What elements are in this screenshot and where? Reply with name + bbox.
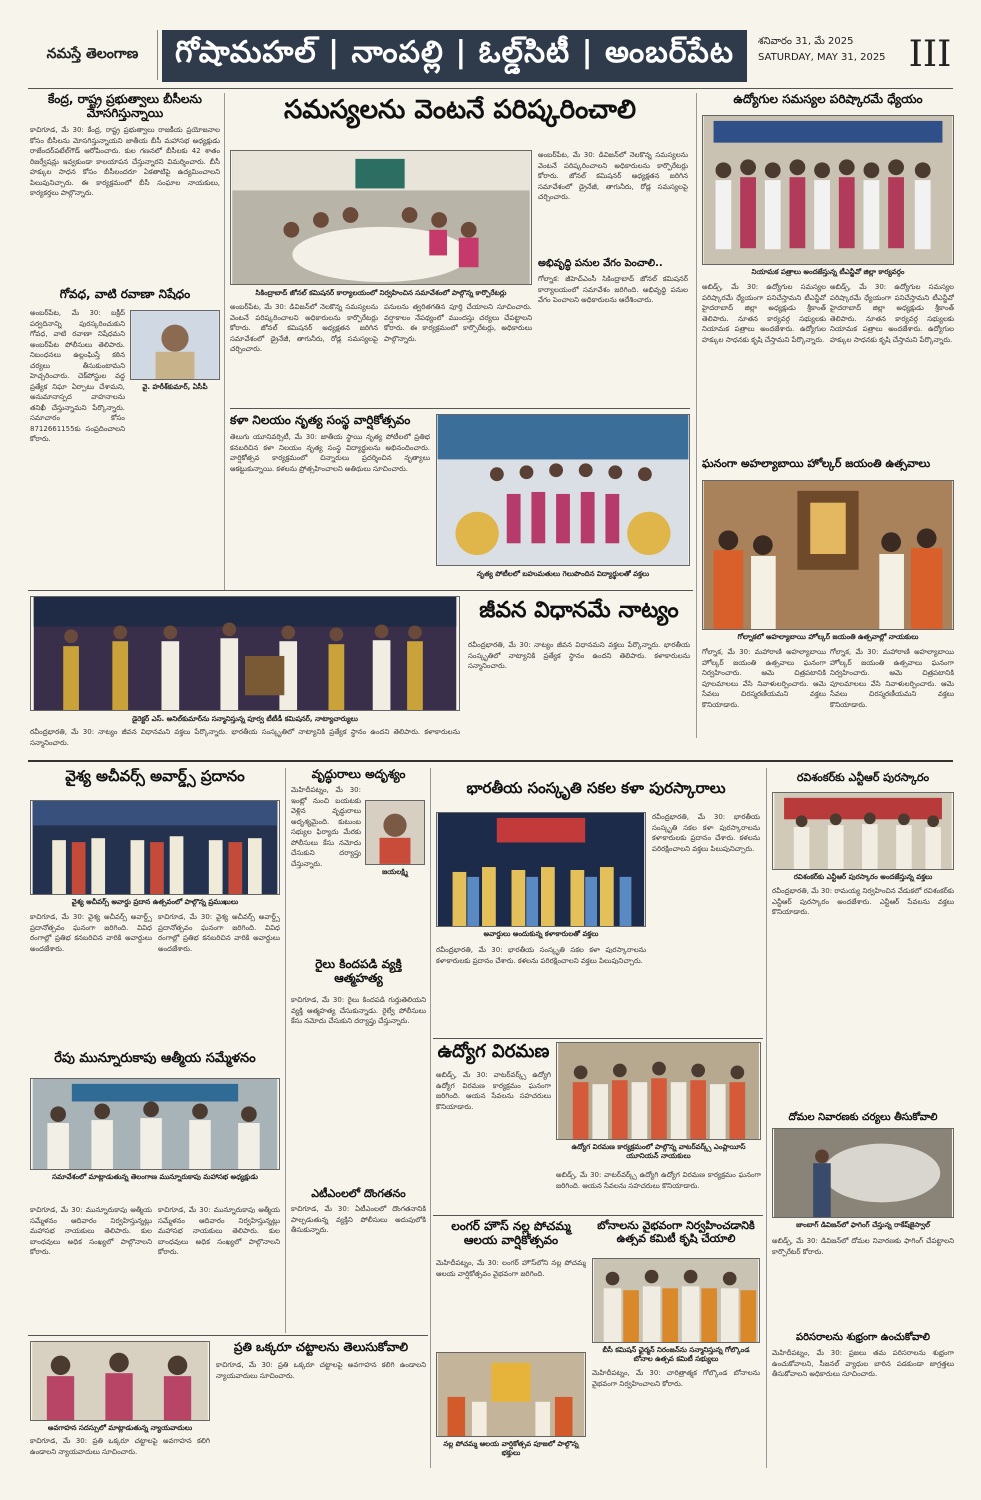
retire-rule	[433, 1038, 763, 1039]
ahalya-image	[703, 481, 953, 629]
dance-body: తెలుగు యూనివర్సిటీ, మే 30: జాతీయ స్థాయి నృత్య పోటీలలో ప్రతిభ కనబరిచిన కళా నిలయం నృత్య సంస్థ విద్యార్థులను అభినందించారు. వార్షికోత్సవ కార్యక్రమంలో చిన్నారులు ప్రదర్శించిన నృత్యాలు ఆకట్టుకున్నాయి. కళలను ప్రోత్సహించాలని అతిథులు సూచించారు.	[230, 433, 430, 473]
mosquito-image	[773, 1129, 953, 1217]
page-number: III	[908, 34, 952, 75]
paper-name: నమస్తే తెలంగాణ	[28, 30, 158, 80]
vysya-body-col2: కాచిగూడ, మే 30: వైశ్య అచీవర్స్ అవార్డ్స్ ప్రదానోత్సవం ఘనంగా జరిగింది. వివిధ రంగాల్లో ప్రతిభ కనబరిచిన వారికి అవార్డులు అందజేశారు.	[158, 913, 280, 953]
theft-body: కాచిగూడ, మే 30: ఏటీఎంలలో దొంగతనానికి పాల్పడుతున్న వ్యక్తిని పోలీసులు అదుపులోకి తీసుకున్నారు.	[291, 1205, 426, 1234]
laws-body-left: కాచిగూడ, మే 30: ప్రతి ఒక్కరూ చట్టాలపై అవగాహన కలిగి ఉండాలని న్యాయవాదులు సూచించారు.	[30, 1437, 210, 1456]
retire-photo	[556, 1042, 761, 1140]
ntr-headline: రవిశంకర్‌కు ఎన్టీఆర్ పురస్కారం	[796, 771, 930, 784]
elderly-image	[366, 801, 424, 864]
section-rule	[28, 760, 953, 762]
col-divider-right	[696, 93, 697, 738]
acp-portrait-image	[131, 311, 219, 379]
bonalu-body: మెహిదీపట్నం, మే 30: చారిత్రాత్మక గోల్కొండ బోనాలను వైభవంగా నిర్వహించాలని కోరారు.	[592, 1369, 760, 1388]
ahalya-body-col2: గోల్నాక, మే 30: మహారాణి అహల్యాబాయి హోల్కర్ జయంతి ఉత్సవాలు ఘనంగా నిర్వహించారు. ఆమె చిత్రపటానికి పూలమాలలు వేసి నివాళులర్పించారు. ఆమె సేవలు చిరస్మరణీయమని వక్తలు కొనియాడారు.	[830, 648, 954, 709]
date-english: SATURDAY, MAY 31, 2025	[758, 52, 886, 63]
edition-title-band: గోషామహల్ | నాంపల్లి | ఓల్డ్‌సిటీ | అంబర్‌పేట	[162, 30, 747, 82]
bc-body: కాచిగూడ, మే 30: కేంద్ర, రాష్ట్ర ప్రభుత్వాలు రాజకీయ ప్రయోజనాల కోసం బీసీలను మోసగిస్తున్నాయని జాతీయ బీసీ మహాసభ అధ్యక్షుడు రాజేందర్‌పటేల్‌గౌడ్ ఆరోపించారు. కుల గణనలో బీసీలకు 42 శాతం రిజర్వేషన్లు ఇవ్వకుండా కాలయాపన చేస్తున్నారని విమర్శించారు. బీసీ హక్కుల సాధన కోసం బీసీలందరూ ఏకతాటిపై ఉద్యమించాలని పిలుపునిచ్చారు. ఈ కార్యక్రమంలో బీసీ సంఘాల నాయకులు, కార్యకర్తలు పాల్గొన్నారు.	[30, 126, 220, 197]
col-divider-bottom-3	[766, 768, 767, 1468]
ntr-image	[773, 793, 953, 869]
main-subheadline: అభివృద్ధి పనుల వేగం పెంచాలి..	[538, 258, 663, 269]
munnuru-body-col1: కాచిగూడ, మే 30: మున్నూరుకాపు ఆత్మీయ సమ్మేళనం ఆదివారం నిర్వహిస్తున్నట్లు మహాసభ నాయకులు తెలిపారు. కుల బాంధవులు అధిక సంఖ్యలో పాల్గొనాలని కోరారు.	[30, 1206, 152, 1256]
clean-body: మెహిదీపట్నం, మే 30: ప్రజలు తమ పరిసరాలను శుభ్రంగా ఉంచుకోవాలని, సీజనల్ వ్యాధుల బారిన పడకుండా జాగ్రత్తలు తీసుకోవాలని అధికారులు సూచించారు.	[772, 1349, 954, 1378]
laws-photo-caption: అవగాహన సదస్సులో మాట్లాడుతున్న న్యాయవాదులు	[47, 1424, 193, 1432]
natyam-body: రవీంద్రభారతి, మే 30: నాట్యం జీవన విధానమని వక్తలు పేర్కొన్నారు. భారతీయ సంస్కృతిలో నాట్యానికి ప్రత్యేక స్థానం ఉందని తెలిపారు. కళాకారులను సన్మానించారు.	[468, 641, 690, 670]
laws-image	[31, 1342, 209, 1420]
langar-image	[437, 1353, 585, 1436]
col-divider	[224, 93, 225, 591]
laws-photo	[30, 1341, 210, 1421]
langar-rule	[433, 1215, 763, 1216]
natyam-rule	[28, 590, 693, 591]
bonalu-headline: బోనాలను వైభవంగా నిర్వహించడానికి ఉత్సవ కమిటీ కృషి చేయాలి	[597, 1219, 755, 1245]
munnuru-photo-caption: సమావేశంలో మాట్లాడుతున్న తెలంగాణ మున్నూరుకాపు మహాసభ అధ్యక్షుడు	[52, 1173, 258, 1181]
munnuru-image	[31, 1079, 279, 1169]
dance-photo-caption: నృత్య పోటీలలో బహుమతులు గెలుపొందిన విద్యార్థులతో వక్తలు	[476, 570, 650, 578]
main-photo-caption: సికింద్రాబాద్ జోనల్ కమిషనర్ కార్యాలయంలో నిర్వహించిన సమావేశంలో పాల్గొన్న కార్పొరేటర్లు	[255, 289, 507, 297]
main-body-col3: అంబర్‌పేట, మే 30: డివిజన్‌లో నెలకొన్న సమస్యలను వెంటనే పరిష్కరించాలని అధికారులను కార్పొరేటర్లు కోరారు. జోనల్ కమిషనర్ అధ్యక్షతన జరిగిన సమావేశంలో డ్రైనేజీ, తాగునీరు, రోడ్ల సమస్యలపై చర్చించారు.	[538, 151, 688, 201]
natyam-image	[31, 597, 459, 710]
retire-photo-caption: ఉద్యోగ విరమణ కార్యక్రమంలో పాల్గొన్న వాటర్‌వర్క్స్ ఎంప్లాయీస్ యూనియన్ నాయకులు	[571, 1143, 746, 1160]
retire-image	[557, 1043, 760, 1139]
langar-photo-caption: నల్ల పోచమ్మ ఆలయ వార్షికోత్సవ పూజలో పాల్గొన్న భక్తులు	[443, 1440, 579, 1457]
natyam-headline: జీవన విధానమే నాట్యం	[479, 598, 679, 623]
dance-headline: కళా నిలయం నృత్య సంస్థ వార్షికోత్సవం	[230, 413, 411, 427]
elderly-photo-caption: జయలక్ష్మి	[382, 868, 408, 876]
natyam-photo-caption: డైరెక్టర్ ఎస్. అనిల్‌కుమార్‌ను సన్మానిస్తున్న పూర్వ టీటీడీ కమిషనర్, నాట్యాచార్యులు	[132, 715, 358, 723]
munnuru-photo	[30, 1078, 280, 1170]
bonalu-photo-caption: బీసీ కమిషన్ ఛైర్మన్ నిరంజన్‌ను సన్మానిస్తున్న గోల్కొండ బోనాల ఉత్సవ కమిటీ సభ్యులు	[602, 1346, 750, 1363]
elderly-body: మెహిదీపట్నం, మే 30: ఇంట్లో నుంచి బయటకు వెళ్లిన వృద్ధురాలు అదృశ్యమైంది. కుటుంబ సభ్యుల ఫిర్యాదు మేరకు పోలీసులు కేసు నమోదు చేసుకుని దర్యాప్తు చేస్తున్నారు.	[291, 786, 361, 868]
mosquito-body: అబిడ్స్, మే 30: డివిజన్‌లో దోమల నివారణకు ఫాగింగ్ చేపట్టాలని కార్పొరేటర్ కోరారు.	[772, 1237, 954, 1256]
retire-headline: ఉద్యోగ విరమణ	[437, 1041, 550, 1062]
acp-portrait-photo	[130, 310, 220, 380]
vysya-photo	[30, 800, 280, 895]
main-body-col1: అంబర్‌పేట, మే 30: డివిజన్‌లో నెలకొన్న సమస్యలను వెంటనే పరిష్కరించాలని అధికారులను కార్పొరేటర్లు కోరారు. జోనల్ కమిషనర్ అధ్యక్షతన జరిగిన సమావేశంలో డ్రైనేజీ, తాగునీరు, రోడ్ల సమస్యలపై చర్చించారు.	[230, 303, 378, 353]
col-divider-bottom-2	[430, 768, 431, 1468]
natyam-body-bottom: రవీంద్రభారతి, మే 30: నాట్యం జీవన విధానమని వక్తలు పేర్కొన్నారు. భారతీయ సంస్కృతిలో నాట్యానికి ప్రత్యేక స్థానం ఉందని తెలిపారు. కళాకారులను సన్మానించారు.	[30, 728, 460, 747]
samskruthi-body-col2: రవీంద్రభారతి, మే 30: భారతీయ సంస్కృతి సకల కళా పురస్కారాలను కళాకారులకు ప్రదానం చేశారు. కళలను పరిరక్షించాలని వక్తలు పిలుపునిచ్చారు.	[436, 946, 646, 965]
dance-image	[437, 415, 689, 565]
vysya-body-col1: కాచిగూడ, మే 30: వైశ్య అచీవర్స్ అవార్డ్స్ ప్రదానోత్సవం ఘనంగా జరిగింది. వివిధ రంగాల్లో ప్రతిభ కనబరిచిన వారికి అవార్డులు అందజేశారు.	[30, 913, 152, 953]
mosquito-headline: దోమల నివారణకు చర్యలు తీసుకోవాలి	[788, 1112, 938, 1123]
emp-body-col2: అబిడ్స్, మే 30: ఉద్యోగుల సమస్యల పరిష్కారమే ధ్యేయంగా పనిచేస్తామని టీఎన్జీవో హైదరాబాద్ జిల్లా అధ్యక్షుడు శ్రీకాంత్ తెలిపారు. నూతన కార్యవర్గ సభ్యులకు నియామక పత్రాలు అందజేశారు. ఉద్యోగుల హక్కుల సాధనకు కృషి చేస్తామని పేర్కొన్నారు.	[830, 283, 954, 344]
samskruthi-photo-caption: అవార్డులు అందుకున్న కళాకారులతో వక్తలు	[483, 930, 599, 938]
emp-photo-caption: నియామక పత్రాలు అందజేస్తున్న టీఎన్జీవో జిల్లా కార్యవర్గం	[751, 268, 905, 276]
emp-image	[703, 116, 953, 264]
samskruthi-body-col1: రవీంద్రభారతి, మే 30: భారతీయ సంస్కృతి సకల కళా పురస్కారాలను కళాకారులకు ప్రదానం చేశారు. కళలను పరిరక్షించాలని వక్తలు పిలుపునిచ్చారు.	[652, 813, 760, 853]
main-body-col2: పనులను త్వరితగతిన పూర్తి చేయాలని సూచించారు. వర్షాకాలం నేపథ్యంలో ముందస్తు చర్యలు చేపట్టాలని కోరారు. ఈ కార్యక్రమంలో కార్పొరేటర్లు, అధికారులు పాల్గొన్నారు.	[384, 303, 532, 343]
ahalya-photo	[702, 480, 954, 630]
elderly-headline: వృద్ధురాలు అదృశ్యం	[311, 767, 406, 781]
ahalya-headline: ఘనంగా అహల్యాబాయి హోల్కర్ జయంతి ఉత్సవాలు	[702, 457, 931, 470]
suicide-headline: రైలు కిందపడి వ్యక్తి ఆత్మహత్య	[315, 957, 402, 985]
elderly-photo	[365, 800, 425, 865]
samskruthi-headline: భారతీయ సంస్కృతి సకల కళా పురస్కారాలు	[466, 779, 726, 797]
ahalya-photo-caption: గోల్నాకలో అహల్యాబాయి హోల్కర్ జయంతి ఉత్సవాల్లో నాయకులు	[737, 633, 919, 641]
laws-headline: ప్రతి ఒక్కరూ చట్టాలను తెలుసుకోవాలి	[233, 1340, 409, 1354]
vysya-photo-caption: వైశ్య అచీవర్స్ అవార్డు ప్రదాన ఉత్సవంలో పాల్గొన్న ప్రముఖులు	[71, 898, 239, 906]
theft-headline: ఎటీఎంలలో దొంగతనం	[311, 1187, 406, 1200]
emp-headline: ఉద్యోగుల సమస్యల పరిష్కారమే ధ్యేయం	[733, 92, 923, 106]
col-divider-bottom-1	[285, 768, 286, 1333]
retire-body: అబిడ్స్, మే 30: వాటర్‌వర్క్స్ ఉద్యోగి ఉద్యోగ విరమణ కార్యక్రమం ఘనంగా జరిగింది. ఆయన సేవలను సహచరులు కొనియాడారు.	[436, 1071, 551, 1111]
samskruthi-photo	[436, 812, 646, 927]
cow-headline: గోవధ, వాటి రవాణా నిషేధం	[59, 287, 191, 301]
meeting-photo	[230, 150, 532, 285]
ahalya-body-col1: గోల్నాక, మే 30: మహారాణి అహల్యాబాయి హోల్కర్ జయంతి ఉత్సవాలు ఘనంగా నిర్వహించారు. ఆమె చిత్రపటానికి పూలమాలలు వేసి నివాళులర్పించారు. ఆమె సేవలు చిరస్మరణీయమని వక్తలు కొనియాడారు.	[702, 648, 826, 709]
bonalu-photo	[592, 1258, 760, 1343]
meeting-image	[231, 151, 531, 284]
retire-body-2: అబిడ్స్, మే 30: వాటర్‌వర్క్స్ ఉద్యోగి ఉద్యోగ విరమణ కార్యక్రమం ఘనంగా జరిగింది. ఆయన సేవలను సహచరులు కొనియాడారు.	[556, 1171, 761, 1190]
clean-headline: పరిసరాలను శుభ్రంగా ఉంచుకోవాలి	[796, 1332, 930, 1343]
langar-body: మెహిదీపట్నం, మే 30: లంగర్ హౌస్‌లోని నల్ల పోచమ్మ ఆలయ వార్షికోత్సవం వైభవంగా జరిగింది.	[436, 1259, 586, 1278]
mosquito-photo-caption: జాంబాగ్ డివిజన్‌లో ఫాగింగ్ చేస్తున్న రాకేష్‌జైస్వాల్	[796, 1221, 930, 1229]
dance-photo	[436, 414, 690, 566]
cow-body: అంబర్‌పేట, మే 30: బక్రీద్ పర్వదినాన్ని పురస్కరించుకుని గోవధ, వాటి రవాణా నిషేధమని అంబర్‌పేట పోలీసులు తెలిపారు. నిబంధనలు ఉల్లంఘిస్తే కఠిన చర్యలు తీసుకుంటామని హెచ్చరించారు. చెక్‌పోస్టుల వద్ద ప్రత్యేక నిఘా ఏర్పాటు చేశామని, అనుమానాస్పద వాహనాలను తనిఖీ చేస్తున్నామని పేర్కొన్నారు. సమాచారం కోసం 8712661155కు సంప్రదించాలని కోరారు.	[30, 309, 125, 443]
date-block	[758, 34, 898, 66]
natyam-photo	[30, 596, 460, 711]
center-rule	[230, 408, 690, 409]
masthead-rule	[28, 88, 953, 89]
suicide-body: కాచిగూడ, మే 30: రైలు కిందపడి గుర్తుతెలియని వ్యక్తి ఆత్మహత్య చేసుకున్నాడు. రైల్వే పోలీసులు కేసు నమోదు చేసుకుని దర్యాప్తు చేస్తున్నారు.	[291, 996, 426, 1025]
munnuru-headline: రేపు మున్నూరుకాపు ఆత్మీయ సమ్మేళనం	[54, 1051, 256, 1066]
bonalu-image	[593, 1259, 759, 1342]
emp-photo	[702, 115, 954, 265]
samskruthi-image	[437, 813, 645, 926]
vysya-image	[31, 801, 279, 894]
main-body-col4: గోల్నాక: జీహెచ్‌ఎంసీ సికింద్రాబాద్ జోనల్ కమిషనర్ కార్యాలయంలో సమావేశం జరిగింది. అభివృద్ధి పనుల వేగం పెంచాలని అధికారులను ఆదేశించారు.	[538, 275, 688, 304]
munnuru-body-col2: కాచిగూడ, మే 30: మున్నూరుకాపు ఆత్మీయ సమ్మేళనం ఆదివారం నిర్వహిస్తున్నట్లు మహాసభ నాయకులు తెలిపారు. కుల బాంధవులు అధిక సంఖ్యలో పాల్గొనాలని కోరారు.	[158, 1206, 280, 1256]
emp-body-col1: అబిడ్స్, మే 30: ఉద్యోగుల సమస్యల పరిష్కారమే ధ్యేయంగా పనిచేస్తామని టీఎన్జీవో హైదరాబాద్ జిల్లా అధ్యక్షుడు శ్రీకాంత్ తెలిపారు. నూతన కార్యవర్గ సభ్యులకు నియామక పత్రాలు అందజేశారు. ఉద్యోగుల హక్కుల సాధనకు కృషి చేస్తామని పేర్కొన్నారు.	[702, 283, 826, 344]
vysya-headline: వైశ్య అచీవర్స్ అవార్డ్స్ ప్రదానం	[65, 767, 245, 785]
cow-photo-caption: వై. హరీశ్‌కుమార్, ఏసీపీ	[142, 383, 208, 391]
date-telugu: శనివారం 31, మే 2025	[758, 36, 854, 47]
ntr-photo	[772, 792, 954, 870]
langar-photo	[436, 1352, 586, 1437]
ntr-body: రవీంద్రభారతి, మే 30: రామయ్య నిర్వహించిన వేడుకలో రవిశంకర్‌కు ఎన్టీఆర్ పురస్కారం అందజేశారు. ఎన్టీఆర్ సేవలను వక్తలు కొనియాడారు.	[772, 887, 954, 916]
langar-headline: లంగర్ హౌస్ నల్ల పోచమ్మ ఆలయ వార్షికోత్సవం	[451, 1219, 571, 1247]
mosquito-photo	[772, 1128, 954, 1218]
bc-headline: కేంద్ర, రాష్ట్ర ప్రభుత్వాలు బీసీలను మోసగిస్తున్నాయి	[48, 92, 202, 120]
ntr-photo-caption: రవిశంకర్‌కు ఎన్టీఆర్ పురస్కారం అందజేస్తున్న వక్తలు	[793, 873, 933, 881]
laws-body: కాచిగూడ, మే 30: ప్రతి ఒక్కరూ చట్టాలపై అవగాహన కలిగి ఉండాలని న్యాయవాదులు సూచించారు.	[216, 1361, 426, 1380]
main-headline: సమస్యలను వెంటనే పరిష్కరించాలి	[283, 95, 637, 125]
laws-rule	[28, 1335, 428, 1336]
